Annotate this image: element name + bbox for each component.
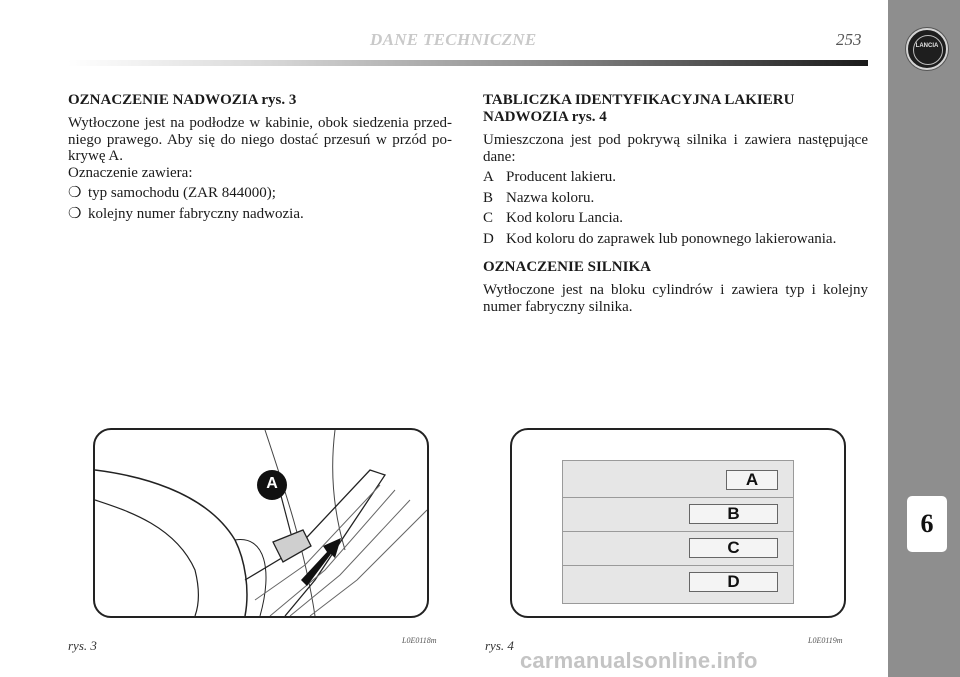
plate-divider — [563, 565, 793, 566]
item-text: Producent lakieru. — [506, 169, 616, 185]
list-item — [68, 185, 452, 202]
list-item — [68, 206, 452, 223]
item-text: Kod koloru Lancia. — [506, 210, 624, 226]
plate-divider — [563, 531, 793, 532]
item-key: B — [483, 189, 494, 206]
header-rule — [68, 60, 868, 66]
logo-text: LANCIA — [915, 43, 939, 49]
list-item — [483, 169, 868, 186]
list-item — [483, 190, 868, 207]
plate-field-a: A — [726, 470, 778, 490]
callout-a-label: A — [266, 475, 278, 492]
item-text: Kod koloru do zaprawek lub ponownego lakierowania. — [506, 230, 837, 247]
bullet-icon: ❍ — [68, 185, 82, 201]
plate-field-c: C — [689, 538, 778, 558]
chapter-side-tab — [888, 0, 960, 677]
figure-caption: rys. 3 — [68, 638, 97, 653]
figure-paint-plate — [510, 428, 846, 618]
list-item-text: typ samochodu (ZAR 844000); — [88, 185, 276, 201]
paint-plate — [562, 460, 794, 604]
item-key: C — [483, 210, 494, 226]
list-item — [483, 210, 868, 227]
figure-caption: rys. 4 — [485, 638, 514, 653]
page-number: 253 — [836, 30, 862, 49]
left-column — [68, 92, 452, 222]
section-heading-body-marking: OZNACZENIE NADWOZIA rys. 3 — [68, 92, 297, 108]
section-heading-paint-plate: TABLICZKA IDENTYFIKACYJNA LAKIERU NADWOZIA rys. 4 — [483, 92, 795, 125]
section-heading-engine-marking: OZNACZENIE SILNIKA — [483, 259, 651, 275]
running-header: DANE TECHNICZNE — [370, 30, 537, 49]
item-key: D — [483, 230, 494, 247]
plate-divider — [563, 497, 793, 498]
list-item-text: kolejny numer fabryczny nadwozia. — [88, 205, 304, 222]
chapter-tab[interactable] — [907, 496, 947, 552]
item-key: A — [483, 169, 494, 185]
figure-code: L0E0119m — [808, 636, 843, 645]
figure-body-marking — [93, 428, 429, 618]
lancia-logo-icon — [906, 28, 948, 70]
engine-marking-paragraph: Wytłoczone jest na bloku cylindrów i zawiera typ i kolejny numer fabryczny silnika. — [483, 282, 868, 315]
bullet-icon: ❍ — [68, 205, 82, 222]
item-text: Nazwa koloru. — [506, 189, 595, 206]
list-item — [483, 231, 868, 248]
figure-code: L0E0118m — [402, 636, 437, 645]
watermark: carmanualsonline.info — [520, 648, 758, 673]
plate-field-b: B — [689, 504, 778, 524]
body-marking-intro: Oznaczenie zawiera: — [68, 164, 193, 181]
floor-illustration — [95, 430, 427, 616]
chapter-number: 6 — [920, 509, 934, 538]
logo-ring — [913, 35, 943, 65]
right-column — [483, 92, 868, 315]
plate-field-d: D — [689, 572, 778, 592]
paint-plate-paragraph: Umieszczona jest pod pokrywą silnika i zawiera następujące dane: — [483, 132, 868, 165]
body-marking-paragraph: Wytłoczone jest na podłodze w kabinie, obok siedzenia przed-niego prawego. Aby się do niego dostać przesuń w przód po-krywę A. — [68, 115, 452, 164]
